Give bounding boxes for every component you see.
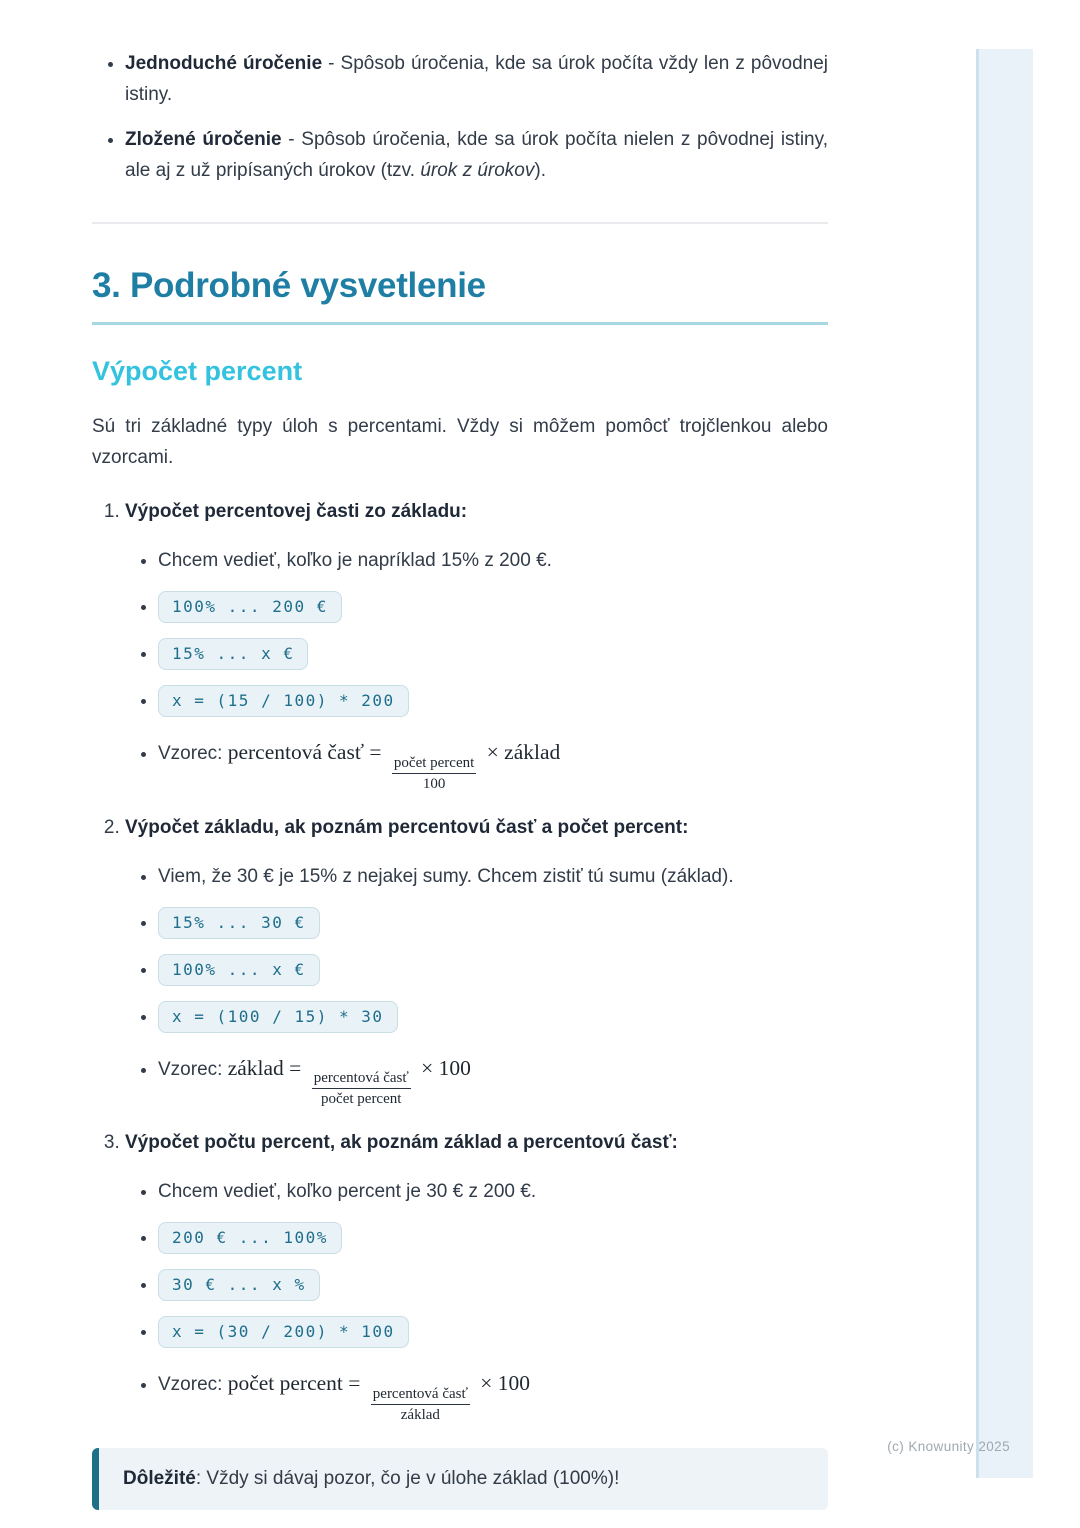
formula-math bbox=[227, 1055, 471, 1107]
callout-keyword: Dôležité bbox=[123, 1467, 196, 1489]
code-line: 15% ... x € bbox=[158, 638, 308, 670]
formula-label: Vzorec: bbox=[158, 1058, 223, 1080]
task-description: • Viem, že 30 € je 15% z nejakej sumy. Chcem zistiť tú sumu (základ). bbox=[158, 861, 828, 892]
important-callout bbox=[92, 1448, 828, 1510]
formula-label: Vzorec: bbox=[158, 743, 223, 764]
task-list bbox=[92, 499, 828, 1424]
definition-term: Zložené úročenie bbox=[125, 129, 282, 150]
task-title: Výpočet percentovej časti zo základu: bbox=[125, 501, 468, 522]
code-step bbox=[158, 1316, 828, 1348]
fraction-denominator: základ bbox=[400, 1406, 440, 1423]
code-line: x = (100 / 15) * 30 bbox=[158, 1001, 398, 1033]
code-line: x = (30 / 200) * 100 bbox=[158, 1316, 409, 1348]
definition-text-end: ). bbox=[534, 160, 546, 181]
formula-step bbox=[158, 1048, 828, 1109]
definition-compound-interest bbox=[125, 124, 828, 186]
formula-suffix: × základ bbox=[486, 740, 561, 764]
document-content bbox=[92, 0, 828, 1510]
definition-italic-phrase: úrok z úrokov bbox=[420, 160, 535, 181]
formula-suffix: × 100 bbox=[421, 1055, 471, 1080]
task-item-3 bbox=[125, 1130, 828, 1424]
fraction-denominator: počet percent bbox=[321, 1091, 402, 1107]
definition-text: - Spôsob úročenia, kde sa úrok počíta nielen z pôvodnej istiny, ale aj z už pripísaných úrokov (tzv. bbox=[125, 129, 828, 181]
code-step bbox=[158, 591, 828, 623]
fraction-numerator: percentová časť bbox=[371, 1385, 470, 1405]
copyright-watermark: (c) Knowunity 2025 bbox=[887, 1439, 1010, 1454]
definitions-list bbox=[92, 48, 828, 186]
formula-step bbox=[158, 732, 828, 793]
formula-lhs: základ = bbox=[227, 1055, 302, 1080]
code-line: 100% ... x € bbox=[158, 954, 320, 986]
task-title: Výpočet základu, ak poznám percentovú časť a počet percent: bbox=[125, 816, 689, 838]
task-description: • Chcem vedieť, koľko je napríklad 15% z 200 €. bbox=[158, 545, 828, 576]
definition-text: - Spôsob úročenia, kde sa úrok počíta vždy len z pôvodnej istiny. bbox=[125, 53, 828, 105]
callout-text: : Vždy si dávaj pozor, čo je v úlohe základ (100%)! bbox=[195, 1467, 620, 1489]
code-line: x = (15 / 100) * 200 bbox=[158, 685, 409, 717]
fraction-numerator: počet percent bbox=[392, 754, 476, 774]
lead-paragraph: Sú tri základné typy úloh s percentami. Vždy si môžem pomôcť trojčlenkou alebo vzorcami. bbox=[92, 416, 828, 468]
task-description: • Chcem vedieť, koľko percent je 30 € z 200 €. bbox=[158, 1176, 828, 1207]
formula-step bbox=[158, 1363, 828, 1424]
code-step bbox=[158, 1269, 828, 1301]
task-item-1 bbox=[125, 499, 828, 793]
task-title: Výpočet počtu percent, ak poznám základ a percentovú časť: bbox=[125, 1132, 678, 1153]
task-item-2 bbox=[125, 815, 828, 1109]
formula-lhs: percentová časť = bbox=[227, 740, 382, 764]
fraction-denominator: 100 bbox=[422, 775, 446, 792]
formula-suffix: × 100 bbox=[480, 1371, 531, 1395]
code-step bbox=[158, 954, 828, 986]
code-step bbox=[158, 685, 828, 717]
task-steps bbox=[125, 861, 828, 1109]
section-divider bbox=[92, 222, 828, 224]
formula-fraction bbox=[371, 1385, 470, 1424]
heading-underline bbox=[92, 322, 828, 325]
task-steps bbox=[125, 1176, 828, 1424]
code-line: 30 € ... x % bbox=[158, 1269, 320, 1301]
page-edge-stripe bbox=[976, 49, 1033, 1478]
code-step bbox=[158, 1222, 828, 1254]
formula-fraction bbox=[312, 1069, 411, 1108]
sub-heading: Výpočet percent bbox=[92, 356, 303, 386]
formula-fraction bbox=[392, 754, 476, 793]
code-line: 15% ... 30 € bbox=[158, 907, 320, 939]
code-step bbox=[158, 1001, 828, 1033]
definition-simple-interest bbox=[125, 48, 828, 110]
formula-lhs: počet percent = bbox=[227, 1371, 361, 1395]
code-line: 100% ... 200 € bbox=[158, 591, 342, 623]
fraction-numerator: percentová časť bbox=[312, 1069, 411, 1089]
formula-label: Vzorec: bbox=[158, 1374, 223, 1395]
definition-term: Jednoduché úročenie bbox=[125, 53, 323, 74]
task-steps bbox=[125, 545, 828, 793]
section-heading: 3. Podrobné vysvetlenie bbox=[92, 266, 486, 305]
code-step bbox=[158, 907, 828, 939]
code-step bbox=[158, 638, 828, 670]
formula-math bbox=[227, 1371, 531, 1423]
formula-math bbox=[227, 740, 561, 792]
code-line: 200 € ... 100% bbox=[158, 1222, 342, 1254]
